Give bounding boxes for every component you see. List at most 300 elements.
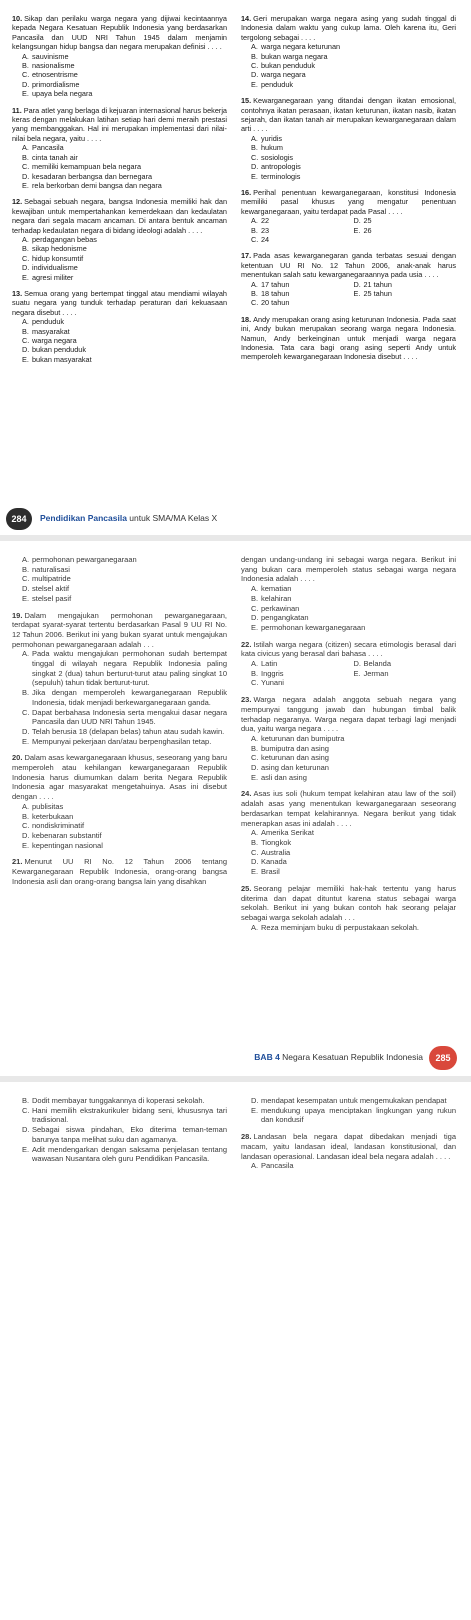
answer-option[interactable] [354,280,457,289]
option-text [364,678,457,688]
option-letter: D. [251,857,259,867]
question-number: 11. [12,105,22,115]
answer-option[interactable] [241,42,456,51]
answer-option[interactable] [12,1125,227,1144]
answer-option[interactable] [354,226,457,235]
option-letter: C. [251,152,259,162]
option-text: nondiskriminatif [32,821,85,831]
option-text: rela berkorban demi bangsa dan negara [32,180,162,190]
option-text: Amerika Serikat [261,828,314,838]
answer-option[interactable] [241,763,456,773]
answer-option[interactable] [12,708,227,727]
option-text [364,235,457,244]
question-item [12,197,227,282]
question-item [241,1132,456,1171]
answer-option[interactable] [251,289,354,298]
page-284-right-column [241,14,456,371]
answer-option[interactable] [241,162,456,171]
answer-option[interactable] [12,336,227,345]
question-text: Asas ius soli (hukum tempat kelahiran atau law of the soil) adalah asas yang menentukan kewarganegaraan seseorang berdasarkan tempat kelahirannya. Negara berikut yang tidak menerapkan asas ini adalah . . . . [241,789,456,828]
option-text: asing dan keturunan [261,763,329,773]
option-letter: A. [251,828,259,838]
option-letter: E. [251,622,259,632]
answer-option[interactable] [241,773,456,783]
option-letter: A. [22,51,29,61]
option-letter: A. [22,801,30,811]
answer-option[interactable] [354,659,457,669]
option-text: cinta tanah air [32,152,78,162]
answer-option-grid [241,280,456,308]
answer-option[interactable] [12,831,227,841]
option-letter: E. [251,772,259,782]
option-text: 24 [261,234,270,244]
answer-option[interactable] [241,923,456,933]
answer-option[interactable] [12,649,227,688]
answer-option[interactable] [12,688,227,707]
option-text: 21 tahun [363,279,392,289]
option-text: Inggris [261,668,284,678]
option-letter: B. [22,1096,30,1105]
question-text-line [241,188,456,216]
book-title [40,513,217,523]
answer-option[interactable] [241,134,456,143]
answer-option[interactable] [12,821,227,831]
answer-option[interactable] [251,216,354,225]
option-letter: B. [251,51,258,61]
question-number: 17. [241,251,252,261]
answer-option[interactable] [12,70,227,79]
answer-option-grid [241,659,456,688]
option-text: warga negara [261,70,306,80]
question-text: Sikap dan perilaku warga negara yang dijiwai kecintaannya kepada Negara Kesatuan Republik Indonesia yang berdasarkan Pancasila dan UUD NRI Tahun 1945 dalam menjamin kelangsungan hidup bangsa dan negara merupakan definisi . . . . [12,14,227,52]
answer-option[interactable] [12,153,227,162]
question-text-line [12,857,227,886]
option-text: publisitas [32,801,64,811]
question-text-line [241,884,456,923]
option-text: kelahiran [261,593,292,603]
question-text: Geri merupakan warga negara asing yang sudah tinggal di Indonesia dalam waktu yang cukup lama. Oleh karena itu, Geri tergolong sebagai . . . . [241,14,456,42]
answer-option[interactable] [12,327,227,336]
answer-option[interactable] [12,1106,227,1125]
option-letter: D. [353,279,361,289]
option-text: Hani memilih ekstrakurikuler bidang seni, khususnya tari tradisional. [32,1105,227,1125]
option-text: perdagangan bebas [32,234,97,244]
option-letter: A. [251,584,259,594]
answer-option[interactable] [241,734,456,744]
question-text-line [241,789,456,828]
option-letter: C. [22,821,30,831]
answer-option[interactable] [12,89,227,98]
answer-option[interactable] [12,235,227,244]
option-text: permohonan pewarganegaraan [32,555,137,564]
answer-option[interactable] [12,355,227,364]
option-letter: C. [22,707,30,717]
answer-option [354,235,457,244]
answer-option[interactable] [12,727,227,737]
option-letter: B. [251,837,259,847]
question-text: Dalam mengajukan permohonan pewarganegaraan, terdapat syarat-syarat tertentu berdasarkan Pasal 9 UU RI No. 12 Tahun 2006. Berikut ini yang bukan syarat untuk mengajukan permohonan pewarganegaraan adalah . . . [12,610,227,649]
option-letter: D. [22,345,30,355]
option-letter: E. [353,288,361,298]
option-text: warga negara [32,336,77,345]
option-text [364,298,457,307]
option-text: permohonan kewarganegaraan [261,622,366,632]
book-title-rest: untuk SMA/MA Kelas X [126,513,218,523]
answer-option[interactable] [241,52,456,61]
chapter-prefix: BAB 4 [254,1052,283,1062]
question-number: 10. [12,14,23,23]
question-text-line [241,251,456,279]
option-text: Adit mendengarkan dengan saksama penjelasan tentang wawasan Nusantara oleh guru Pendidikan Pancasila. [32,1144,227,1164]
question-number: 24. [241,789,252,799]
option-letter: D. [251,763,259,773]
question-number: 28. [241,1132,252,1142]
answer-option[interactable] [241,143,456,152]
answer-option[interactable] [12,254,227,263]
question-item [241,1096,456,1125]
chapter-name: Negara Kesatuan Republik Indonesia [282,1052,423,1062]
answer-option[interactable] [354,216,457,225]
option-text: stelsel aktif [32,584,70,594]
question-item [241,640,456,689]
option-letter: A. [251,42,258,52]
option-text: Australia [261,847,291,857]
answer-option[interactable] [241,80,456,89]
question-number: 16. [241,187,252,197]
option-text: multipatride [32,574,71,584]
answer-option[interactable] [251,226,354,235]
answer-option[interactable] [12,317,227,326]
answer-option[interactable] [241,153,456,162]
option-letter: C. [251,678,259,688]
question-item [241,695,456,782]
option-text: hidup konsumtif [32,253,84,263]
answer-option[interactable] [12,80,227,89]
question-item [241,315,456,362]
option-letter: B. [22,811,30,821]
question-text-line [12,753,227,802]
option-letter: A. [251,733,259,743]
option-letter: C. [251,603,259,613]
option-text: upaya bela negara [32,89,93,99]
question-number: 13. [12,288,23,298]
option-letter: E. [251,1105,259,1115]
option-text: Dapat berbahasa Indonesia serta mengakui dasar negara Pancasila dan UUD NRI Tahun 1945. [32,707,227,727]
answer-option[interactable] [241,623,456,633]
option-letter: A. [22,649,30,659]
answer-option[interactable] [251,678,354,688]
answer-option[interactable] [241,70,456,79]
answer-option[interactable] [354,669,457,679]
option-text: stelsel pasif [32,593,72,603]
option-letter: A. [251,922,259,932]
question-text-line [12,289,227,317]
page-284-left-column [12,14,227,371]
answer-option[interactable] [12,1145,227,1164]
answer-option[interactable] [12,812,227,822]
question-text: Andy merupakan orang asing keturunan Indonesia. Pada saat ini, Andy bukan merupakan seorang warga negara Indonesia. Namun, Andy berkeinginan untuk menjadi warga negara Indonesia. Tata cara bagi orang asing seperti Andy untuk memperoleh kewarganegaraan Indonesia disebut . . . . [241,314,456,362]
page-285-left-column [12,555,227,939]
option-text: 23 [261,225,270,235]
option-letter: C. [251,234,259,244]
page-footer-284 [0,508,471,530]
option-text: bukan penduduk [261,61,315,71]
option-letter: D. [353,216,361,226]
option-text: 25 [363,216,372,226]
answer-option[interactable] [12,143,227,152]
option-letter: C. [22,574,30,584]
question-number: 25. [241,883,252,893]
question-item [241,14,456,89]
option-text: warga negara keturunan [261,42,341,52]
option-text: 17 tahun [261,279,290,289]
option-letter: D. [251,70,259,80]
answer-option[interactable] [251,298,354,307]
option-text: sosiologis [261,152,294,162]
option-letter: A. [251,216,258,226]
option-text: Dodit membayar tunggakannya di koperasi sekolah. [32,1096,205,1105]
answer-option[interactable] [251,659,354,669]
answer-option[interactable] [12,841,227,851]
question-text: Landasan bela negara dapat dibedakan menjadi tiga macam, yaitu landasan ideal, landasan konstitusional, dan landasan operasional. Landasan ideal bela negara adalah . . . . [241,1132,456,1161]
option-text: Latin [261,659,278,669]
page-286-left-column [12,1096,227,1178]
option-text: sikap hedonisme [32,244,87,254]
option-text: keterbukaan [32,811,74,821]
option-letter: A. [22,143,29,153]
option-letter: B. [251,288,258,298]
question-text-line [12,611,227,650]
question-number: 23. [241,695,252,705]
question-number: 15. [241,96,252,106]
option-text: etnosentrisme [32,70,78,80]
option-letter: C. [251,753,259,763]
page-286-right-column [241,1096,456,1178]
answer-option[interactable] [241,584,456,594]
option-letter: E. [353,668,361,678]
question-item [241,789,456,876]
option-text: keturunan dan asing [261,753,329,763]
option-text: kebenaran substantif [32,830,102,840]
option-letter: D. [22,1125,30,1135]
answer-option[interactable] [241,828,456,838]
answer-option[interactable] [251,280,354,289]
option-text: bukan masyarakat [32,354,92,364]
question-text: Sebagai sebuah negara, bangsa Indonesia memiliki hak dan kewajiban untuk mempertahankan kemerdekaan dan kedaulatan negara dari segala macam ancaman. Di antara bentuk ancaman terhadap kedaulatan negara di bidang ideologi adalah . . . . [12,197,227,235]
option-letter: E. [22,593,30,603]
question-text-line [12,14,227,52]
page-footer-285 [0,1046,471,1070]
option-letter: B. [251,225,258,235]
book-title-bold: Pendidikan Pancasila [40,513,127,523]
option-letter [354,678,364,688]
answer-option[interactable] [12,172,227,181]
question-number: 21. [12,857,23,867]
option-text: individualisme [32,263,78,273]
option-letter: C. [22,162,30,172]
answer-option[interactable] [12,584,227,594]
option-text: Tiongkok [261,837,292,847]
answer-option[interactable] [241,172,456,181]
answer-option[interactable] [251,669,354,679]
option-text: terminologis [261,171,301,181]
option-text: 18 tahun [261,288,290,298]
question-text: dengan undang-undang ini sebagai warga negara. Berikut ini yang bukan cara memperoleh status sebagai warga negara Indonesia adalah . . . . [241,555,456,584]
answer-option[interactable] [12,574,227,584]
option-letter: E. [22,89,29,99]
option-letter: D. [22,79,30,89]
question-text: Dalam asas kewarganegaraan khusus, seseorang yang baru memperoleh atau kehilangan kewarganegaraan Republik Indonesia harus diumumkan dalam berita Negara Republik Indonesia agar masyarakat mengetahuinya. Asas ini disebut dengan . . . . [12,753,227,802]
answer-option-grid [241,216,456,244]
option-letter: E. [22,354,29,364]
page-285-right-column [241,555,456,939]
answer-option [354,678,457,688]
option-letter: A. [22,555,30,564]
answer-option[interactable] [12,181,227,190]
answer-option[interactable] [12,162,227,171]
option-text: naturalisasi [32,564,70,574]
question-item [12,14,227,99]
answer-option[interactable] [241,867,456,877]
option-letter: D. [353,659,361,669]
answer-option[interactable] [241,61,456,70]
question-item [241,96,456,181]
option-letter: E. [22,736,30,746]
option-letter: B. [22,61,29,71]
option-text: bukan warga negara [261,51,328,61]
question-text-line [241,14,456,42]
question-item [12,857,227,886]
option-text: Reza meminjam buku di perpustakaan sekolah. [261,922,420,932]
option-letter: D. [22,726,30,736]
option-text: penduduk [32,317,65,327]
option-letter: C. [251,298,259,308]
page-number-badge: 284 [6,508,32,530]
option-letter: A. [22,234,29,244]
question-item [12,611,227,747]
option-text: Mempunyai pekerjaan dan/atau berpenghasilan tetap. [32,736,212,746]
option-letter: E. [251,867,259,877]
answer-option[interactable] [12,555,227,565]
option-text: Pada waktu mengajukan permohonan sudah bertempat tinggal di wilayah negara Republik Indonesia paling singkat 2 (dua) tahun berturut-turut atau paling singkat 10 (sepuluh) tahun tidak berturut-turut. [32,649,227,688]
page-285 [0,541,471,1076]
answer-option[interactable] [241,613,456,623]
option-text: kematian [261,584,292,594]
question-text: Pada asas kewarganegaran ganda terbatas sesuai dengan ketentuan UU RI No. 12 Tahun 2006, anak-anak harus menentukan salah satu kewarganegaraannya pada usia . . . . [241,251,456,280]
option-letter: B. [22,326,29,336]
option-text: primordialisme [32,79,80,89]
option-letter: A. [251,1161,259,1171]
answer-option[interactable] [241,753,456,763]
option-letter: E. [22,1144,30,1154]
answer-option[interactable] [12,244,227,253]
question-text: Warga negara adalah anggota sebuah negara yang mempunyai tanggung jawab dan hubungan timbal balik terhadap negaranya. Warga negara dapat terbagi lagi menjadi dua, yaitu warga negara . . . . [241,695,456,734]
option-text: memiliki kemampuan bela negara [32,162,142,172]
answer-option[interactable] [241,594,456,604]
option-letter: C. [251,847,259,857]
answer-option[interactable] [12,1096,227,1106]
answer-option[interactable] [241,857,456,867]
option-text: kepentingan nasional [32,840,103,850]
answer-option[interactable] [354,289,457,298]
answer-option[interactable] [12,345,227,354]
option-letter [354,298,364,307]
question-item [12,289,227,364]
question-number: 20. [12,753,23,763]
option-text: hukum [261,143,283,153]
option-letter: D. [251,1096,259,1105]
question-number: 18. [241,314,252,324]
question-number: 22. [241,639,252,649]
answer-option[interactable] [12,263,227,272]
answer-option[interactable] [241,1096,456,1106]
answer-option[interactable] [241,838,456,848]
option-text: Belanda [363,659,392,669]
answer-option[interactable] [241,604,456,614]
option-letter: E. [22,180,29,190]
option-letter: B. [251,143,258,153]
option-letter: C. [251,61,259,71]
option-text: Brasil [261,867,280,877]
answer-option[interactable] [12,273,227,282]
option-letter: B. [251,743,259,753]
answer-option[interactable] [12,802,227,812]
option-text: asli dan asing [261,772,307,782]
option-letter: B. [22,244,29,254]
option-letter: E. [251,171,258,181]
answer-option[interactable] [251,235,354,244]
option-text: Jika dengan memperoleh kewarganegaraan Republik Indonesia, tidak menjadi berkewarganegaraan ganda. [32,688,227,707]
answer-option[interactable] [12,565,227,575]
option-letter: D. [22,171,30,181]
option-letter: B. [22,152,29,162]
option-letter: A. [22,317,29,327]
option-letter: B. [22,688,30,698]
question-item [12,753,227,850]
answer-option[interactable] [241,744,456,754]
option-text: pengangkatan [261,613,309,623]
page-284 [0,0,471,535]
question-text-line [241,695,456,734]
question-item [241,884,456,933]
option-letter: C. [22,1105,30,1115]
question-text-line [241,1132,456,1161]
answer-option[interactable] [12,52,227,61]
question-item [12,106,227,191]
answer-option[interactable] [241,848,456,858]
answer-option[interactable] [241,1106,456,1125]
option-text: penduduk [261,79,294,89]
option-text: nasionalisme [32,61,75,71]
question-item [12,555,227,604]
question-number: 14. [241,14,252,23]
question-text-line [241,640,456,659]
option-letter: E. [22,272,29,282]
answer-option[interactable] [12,594,227,604]
question-text-line [241,555,456,584]
question-text: Para atlet yang berlaga di kejuaran internasional harus bekerja keras dengan melakukan latihan setiap hari demi meraih prestasi yang membanggakan. Hal ini merupakan implementasi dari nilai-nilai bela negara, yaitu . . . . [12,105,227,143]
answer-option[interactable] [241,1161,456,1171]
option-text: 25 tahun [363,288,392,298]
option-letter: C. [22,253,30,263]
option-text: agresi militer [32,272,74,282]
option-letter: A. [251,279,258,289]
question-text: Kewarganegaraan yang ditandai dengan ikatan emosional, contohnya ikatan perasaan, ikatan keturunan, ikatan nasib, ikatan sejarah, dan ikatan tanah air merupakan kewarganegaraan dalam arti . . . . [241,96,456,134]
answer-option[interactable] [12,61,227,70]
question-text: Menurut UU RI No. 12 Tahun 2006 tentang Kewarganegaraan Republik Indonesia, orang-orang bangsa Indonesia asli dan orang-orang bangsa lain yang disahkan [12,857,227,886]
answer-option[interactable] [12,737,227,747]
option-letter: B. [251,668,259,678]
